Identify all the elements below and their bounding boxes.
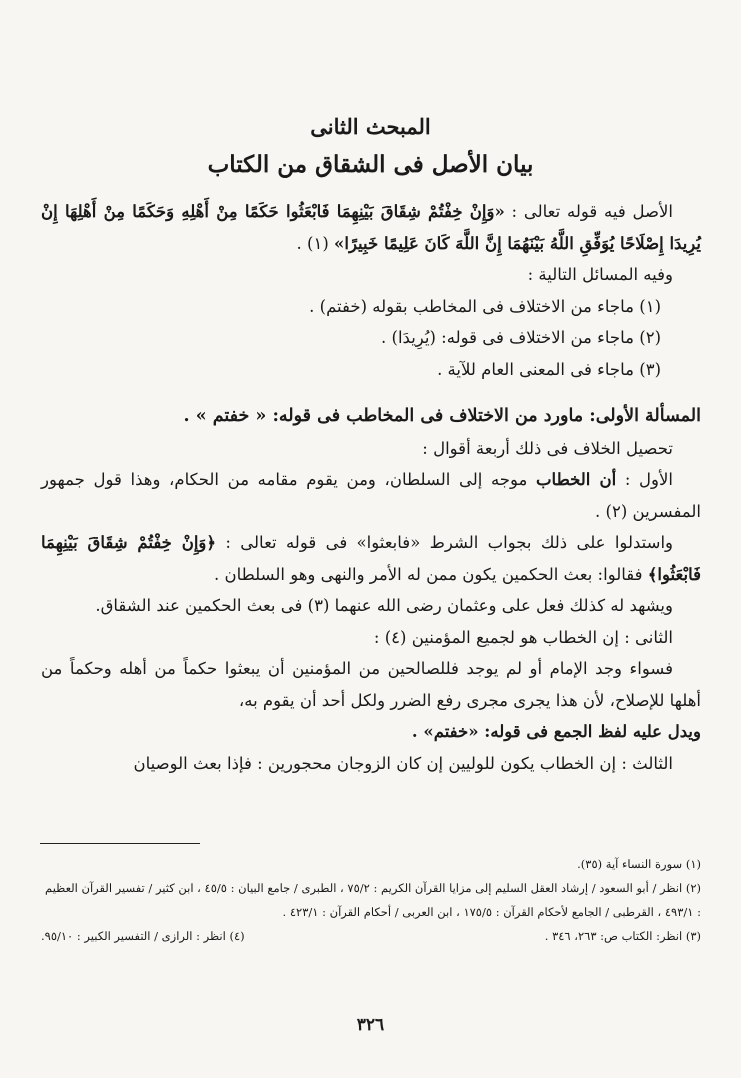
opinion-first-text: موجه إلى السلطان، ومن يقوم مقامه من الحكام، وهذا قول جمهور المفسرين (٢) . bbox=[41, 470, 701, 521]
opinion-second bbox=[41, 622, 701, 654]
intro-prefix: الأصل فيه قوله تعالى : bbox=[504, 202, 673, 221]
page-number: ٣٢٦ bbox=[356, 1015, 385, 1035]
footnote-divider bbox=[40, 843, 200, 844]
footnote-4: (٤) انظر : الرازى / التفسير الكبير : ٩٥/١٠. bbox=[41, 929, 245, 943]
issue-list-item-3: (٣) ماجاء فى المعنى العام للآية . bbox=[437, 359, 661, 379]
issue1-title: المسألة الأولى: ماورد من الاختلاف فى المخاطب فى قوله: « خفتم » . bbox=[183, 406, 701, 426]
section-subtitle: بيان الأصل فى الشقاق من الكتاب bbox=[207, 151, 534, 178]
section-heading bbox=[0, 108, 741, 184]
footnote-2: (٢) انظر / أبو السعود / إرشاد العقل السليم إلى مزايا القرآن الكريم : ٧٥/٢ ، الطبرى / جامع البيان : ٤٥/٥ ، ابن كثير / تفسير القرآن العظيم : ٤٩٣/١ ، القرطبى / الجامع لأحكام القرآن : ١٧٥/٥ ، ابن العربى / أحكام القرآن : ٤٢٣/١ . bbox=[45, 881, 701, 919]
issue-list-item-1: (١) ماجاء من الاختلاف فى المخاطب بقوله (خفتم) . bbox=[309, 296, 661, 316]
issues-intro: وفيه المسائل التالية : bbox=[527, 265, 673, 284]
opinion-first bbox=[41, 464, 701, 527]
issue1-summary: تحصيل الخلاف فى ذلك أربعة أقوال : bbox=[422, 438, 673, 458]
evidence-paragraph bbox=[41, 527, 701, 590]
footnote-1: (١) سورة النساء آية (٣٥). bbox=[577, 857, 701, 871]
opinion-second-body: فسواء وجد الإمام أو لم يوجد فللصالحين من المؤمنين أن يبعثوا حكماً من أهله وحكماً من أهلها للإصلاح، لأن هذا يجرى مجرى رفع الضرر ولكل أحد أن يقوم به، bbox=[41, 659, 701, 710]
opinion-third-text: إن الخطاب يكون للوليين إن كان الزوجان محجورين : فإذا بعث الوصيان bbox=[133, 753, 617, 773]
opinion-second-text: إن الخطاب هو لجميع المؤمنين (٤) : bbox=[373, 627, 619, 647]
footnote-ref-1: (١) . bbox=[296, 233, 335, 253]
footnote-row bbox=[41, 924, 701, 948]
opinion-third-label: الثالث : bbox=[616, 753, 673, 773]
evidence-verse: ﴿وَإِنْ خِفْتُمْ شِقَاقَ بَيْنِهِمَا فَابْعَثُوا﴾ bbox=[41, 533, 701, 584]
evidence-text-b: فقالوا: بعث الحكمين يكون ممن له الأمر والنهى وهو السلطان . bbox=[213, 564, 648, 584]
evidence-text-a: واستدلوا على ذلك بجواب الشرط «فابعثوا» فى قوله تعالى : bbox=[216, 533, 674, 552]
quran-verse: «وَإِنْ خِفْتُمْ شِقَاقَ بَيْنِهِمَا فَابْعَثُوا حَكَمًا مِنْ أَهْلِهِ وَحَكَمًا مِنْ أَهْلِهَا إِنْ يُرِيدَا إِصْلَاحًا يُوَفِّقِ اللَّهُ بَيْنَهُمَا إِنَّ اللَّهَ كَانَ عَلِيمًا خَبِيرًا» bbox=[41, 202, 701, 253]
opinion-first-bold: أن الخطاب bbox=[536, 470, 617, 489]
opinion-second-label: الثانى : bbox=[618, 627, 673, 647]
section-title: المبحث الثانى bbox=[310, 114, 431, 139]
opinion-third bbox=[41, 748, 701, 780]
witness-paragraph: ويشهد له كذلك فعل على وعثمان رضى الله عنهما (٣) فى بعث الحكمين عند الشقاق. bbox=[95, 596, 673, 615]
intro-paragraph bbox=[41, 196, 701, 259]
opinion-first-label: الأول : bbox=[616, 470, 674, 489]
footnote-3: (٣) انظر: الكتاب ص: ٢٦٣، ٣٤٦ . bbox=[544, 929, 701, 943]
issue-list-item-2: (٢) ماجاء من الاختلاف فى قوله: (يُرِيدَا) . bbox=[381, 328, 661, 347]
main-text bbox=[41, 196, 701, 779]
footnotes bbox=[41, 852, 701, 948]
opinion-second-end: ويدل عليه لفظ الجمع فى قوله: «خفتم» . bbox=[411, 722, 701, 741]
